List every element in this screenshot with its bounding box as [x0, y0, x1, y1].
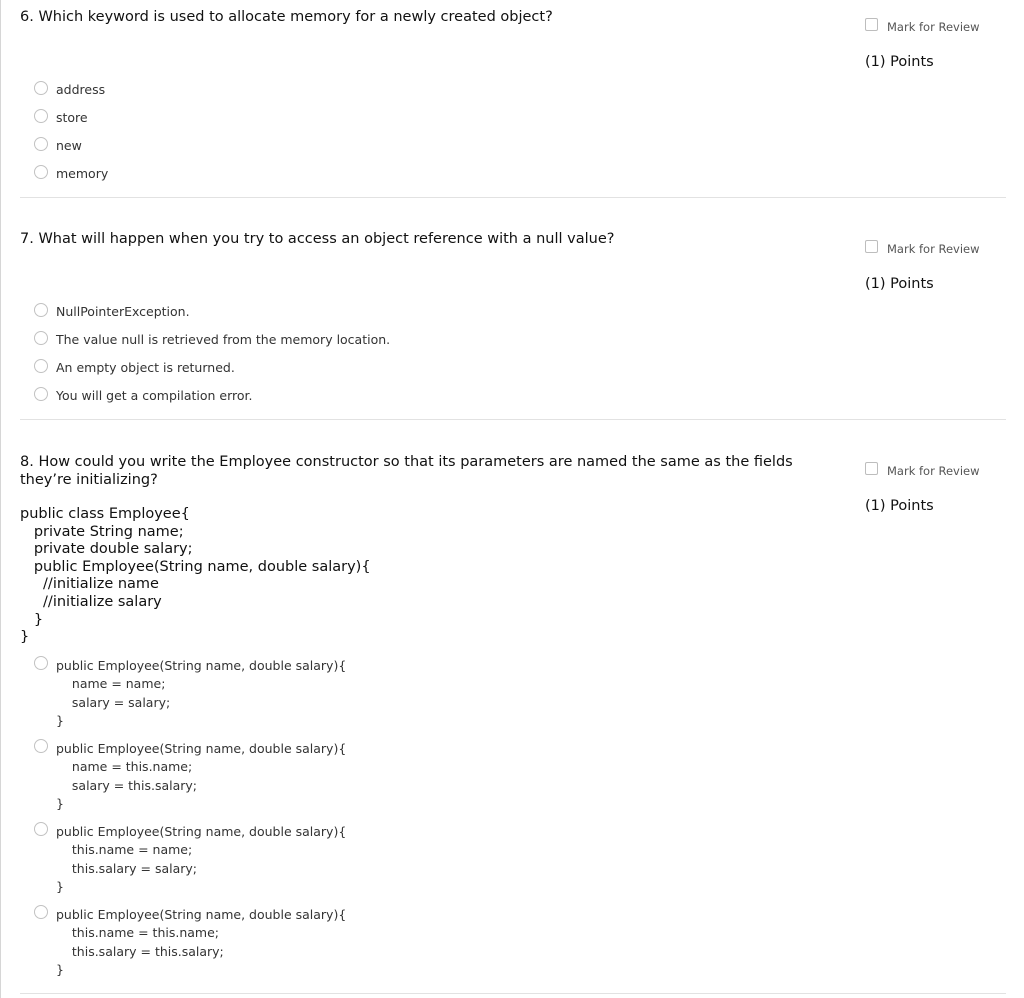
question-8-mark-for-review[interactable] — [865, 462, 1015, 480]
mark-for-review-label: Mark for Review — [887, 464, 980, 478]
option-code: public Employee(String name, double salary){ name = name; salary = salary; } — [56, 658, 347, 728]
question-6-side-panel — [865, 18, 1015, 70]
option-code: public Employee(String name, double salary){ this.name = name; this.salary = salary; } — [56, 824, 347, 894]
question-8-code-snippet: public class Employee{ private String name; private double salary; public Employee(String name, double salary){ //initialize name //initialize salary } } — [20, 506, 371, 646]
option-label: store — [56, 110, 88, 125]
question-8-side-panel — [865, 462, 1015, 514]
radio-button[interactable] — [34, 137, 48, 151]
radio-button[interactable] — [34, 822, 48, 836]
question-8-points: (1) Points — [865, 498, 934, 514]
question-6-title: 6. Which keyword is used to allocate memory for a newly created object? — [20, 9, 553, 25]
question-7-mark-for-review[interactable] — [865, 240, 1015, 258]
mark-for-review-checkbox[interactable] — [865, 18, 878, 31]
option-label: new — [56, 138, 82, 153]
radio-button[interactable] — [34, 303, 48, 317]
radio-button[interactable] — [34, 109, 48, 123]
option-code: public Employee(String name, double salary){ this.name = this.name; this.salary = this.salary; } — [56, 907, 347, 977]
radio-button[interactable] — [34, 656, 48, 670]
option-label: address — [56, 82, 106, 97]
mark-for-review-label: Mark for Review — [887, 242, 980, 256]
radio-button[interactable] — [34, 387, 48, 401]
radio-button[interactable] — [34, 331, 48, 345]
mark-for-review-checkbox[interactable] — [865, 462, 878, 475]
question-7-title: 7. What will happen when you try to access an object reference with a null value? — [20, 231, 615, 247]
radio-button[interactable] — [34, 739, 48, 753]
radio-button[interactable] — [34, 359, 48, 373]
option-code: public Employee(String name, double salary){ name = this.name; salary = this.salary; } — [56, 741, 347, 811]
question-divider — [20, 993, 1006, 994]
question-6-mark-for-review[interactable] — [865, 18, 1015, 36]
radio-button[interactable] — [34, 905, 48, 919]
page-left-border — [0, 0, 1, 998]
mark-for-review-checkbox[interactable] — [865, 240, 878, 253]
option-label: You will get a compilation error. — [56, 388, 253, 403]
question-7-side-panel — [865, 240, 1015, 292]
question-6-points: (1) Points — [865, 54, 934, 70]
radio-button[interactable] — [34, 81, 48, 95]
question-divider — [20, 419, 1006, 420]
question-8-title: 8. How could you write the Employee constructor so that its parameters are named the same as the fields they’re initializing? — [20, 454, 793, 488]
option-label: NullPointerException. — [56, 304, 190, 319]
question-divider — [20, 197, 1006, 198]
question-7-points: (1) Points — [865, 276, 934, 292]
mark-for-review-label: Mark for Review — [887, 20, 980, 34]
radio-button[interactable] — [34, 165, 48, 179]
option-label: An empty object is returned. — [56, 360, 235, 375]
option-label: memory — [56, 166, 109, 181]
option-label: The value null is retrieved from the memory location. — [56, 332, 391, 347]
